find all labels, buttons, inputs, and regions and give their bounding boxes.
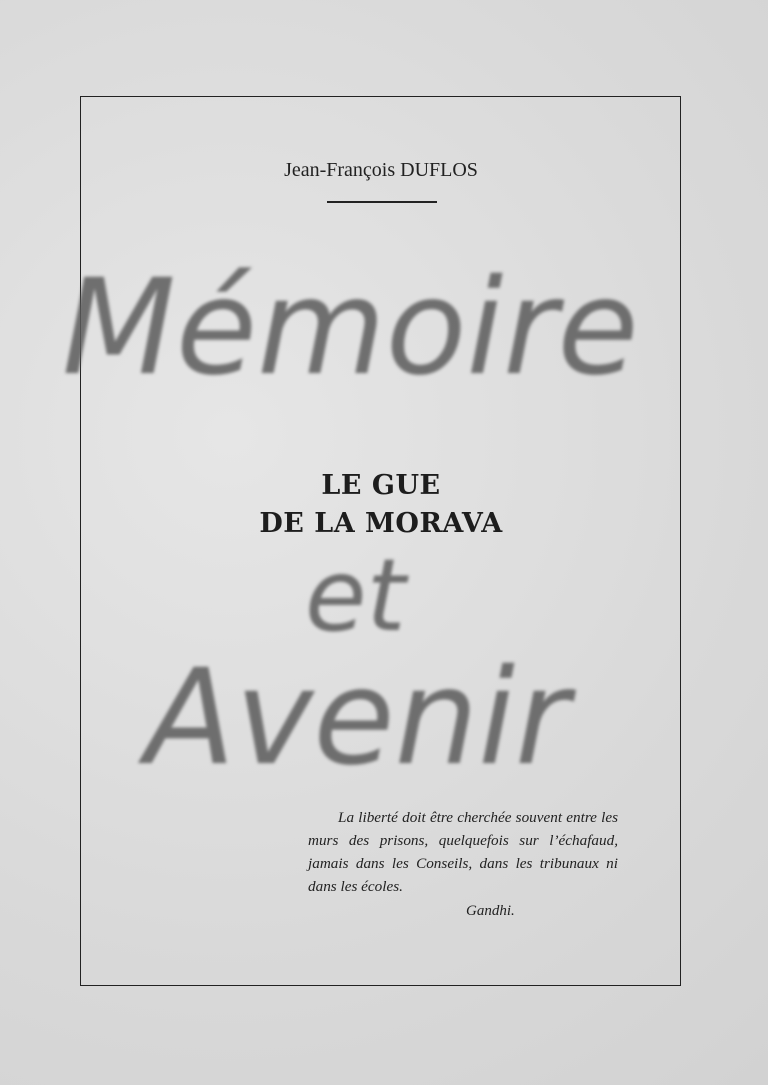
author-name: Jean-François DUFLOS <box>284 159 478 181</box>
watermark-line-2: et <box>305 537 406 654</box>
book-title-line-2: DE LA MORAVA <box>259 508 503 539</box>
book-title-line-1: LE GUE <box>321 470 441 501</box>
watermark-line-1: Mémoire <box>62 251 639 405</box>
author-divider <box>327 201 437 203</box>
epigraph-attribution: Gandhi. <box>466 903 515 919</box>
watermark-line-3: Avenir <box>145 641 570 795</box>
epigraph-quote: La liberté doit être cherchée souvent entre les murs des prisons, quelquefois sur l’échafaud, jamais dans les Conseils, dans les tribunaux ni dans les écoles. <box>308 809 618 895</box>
